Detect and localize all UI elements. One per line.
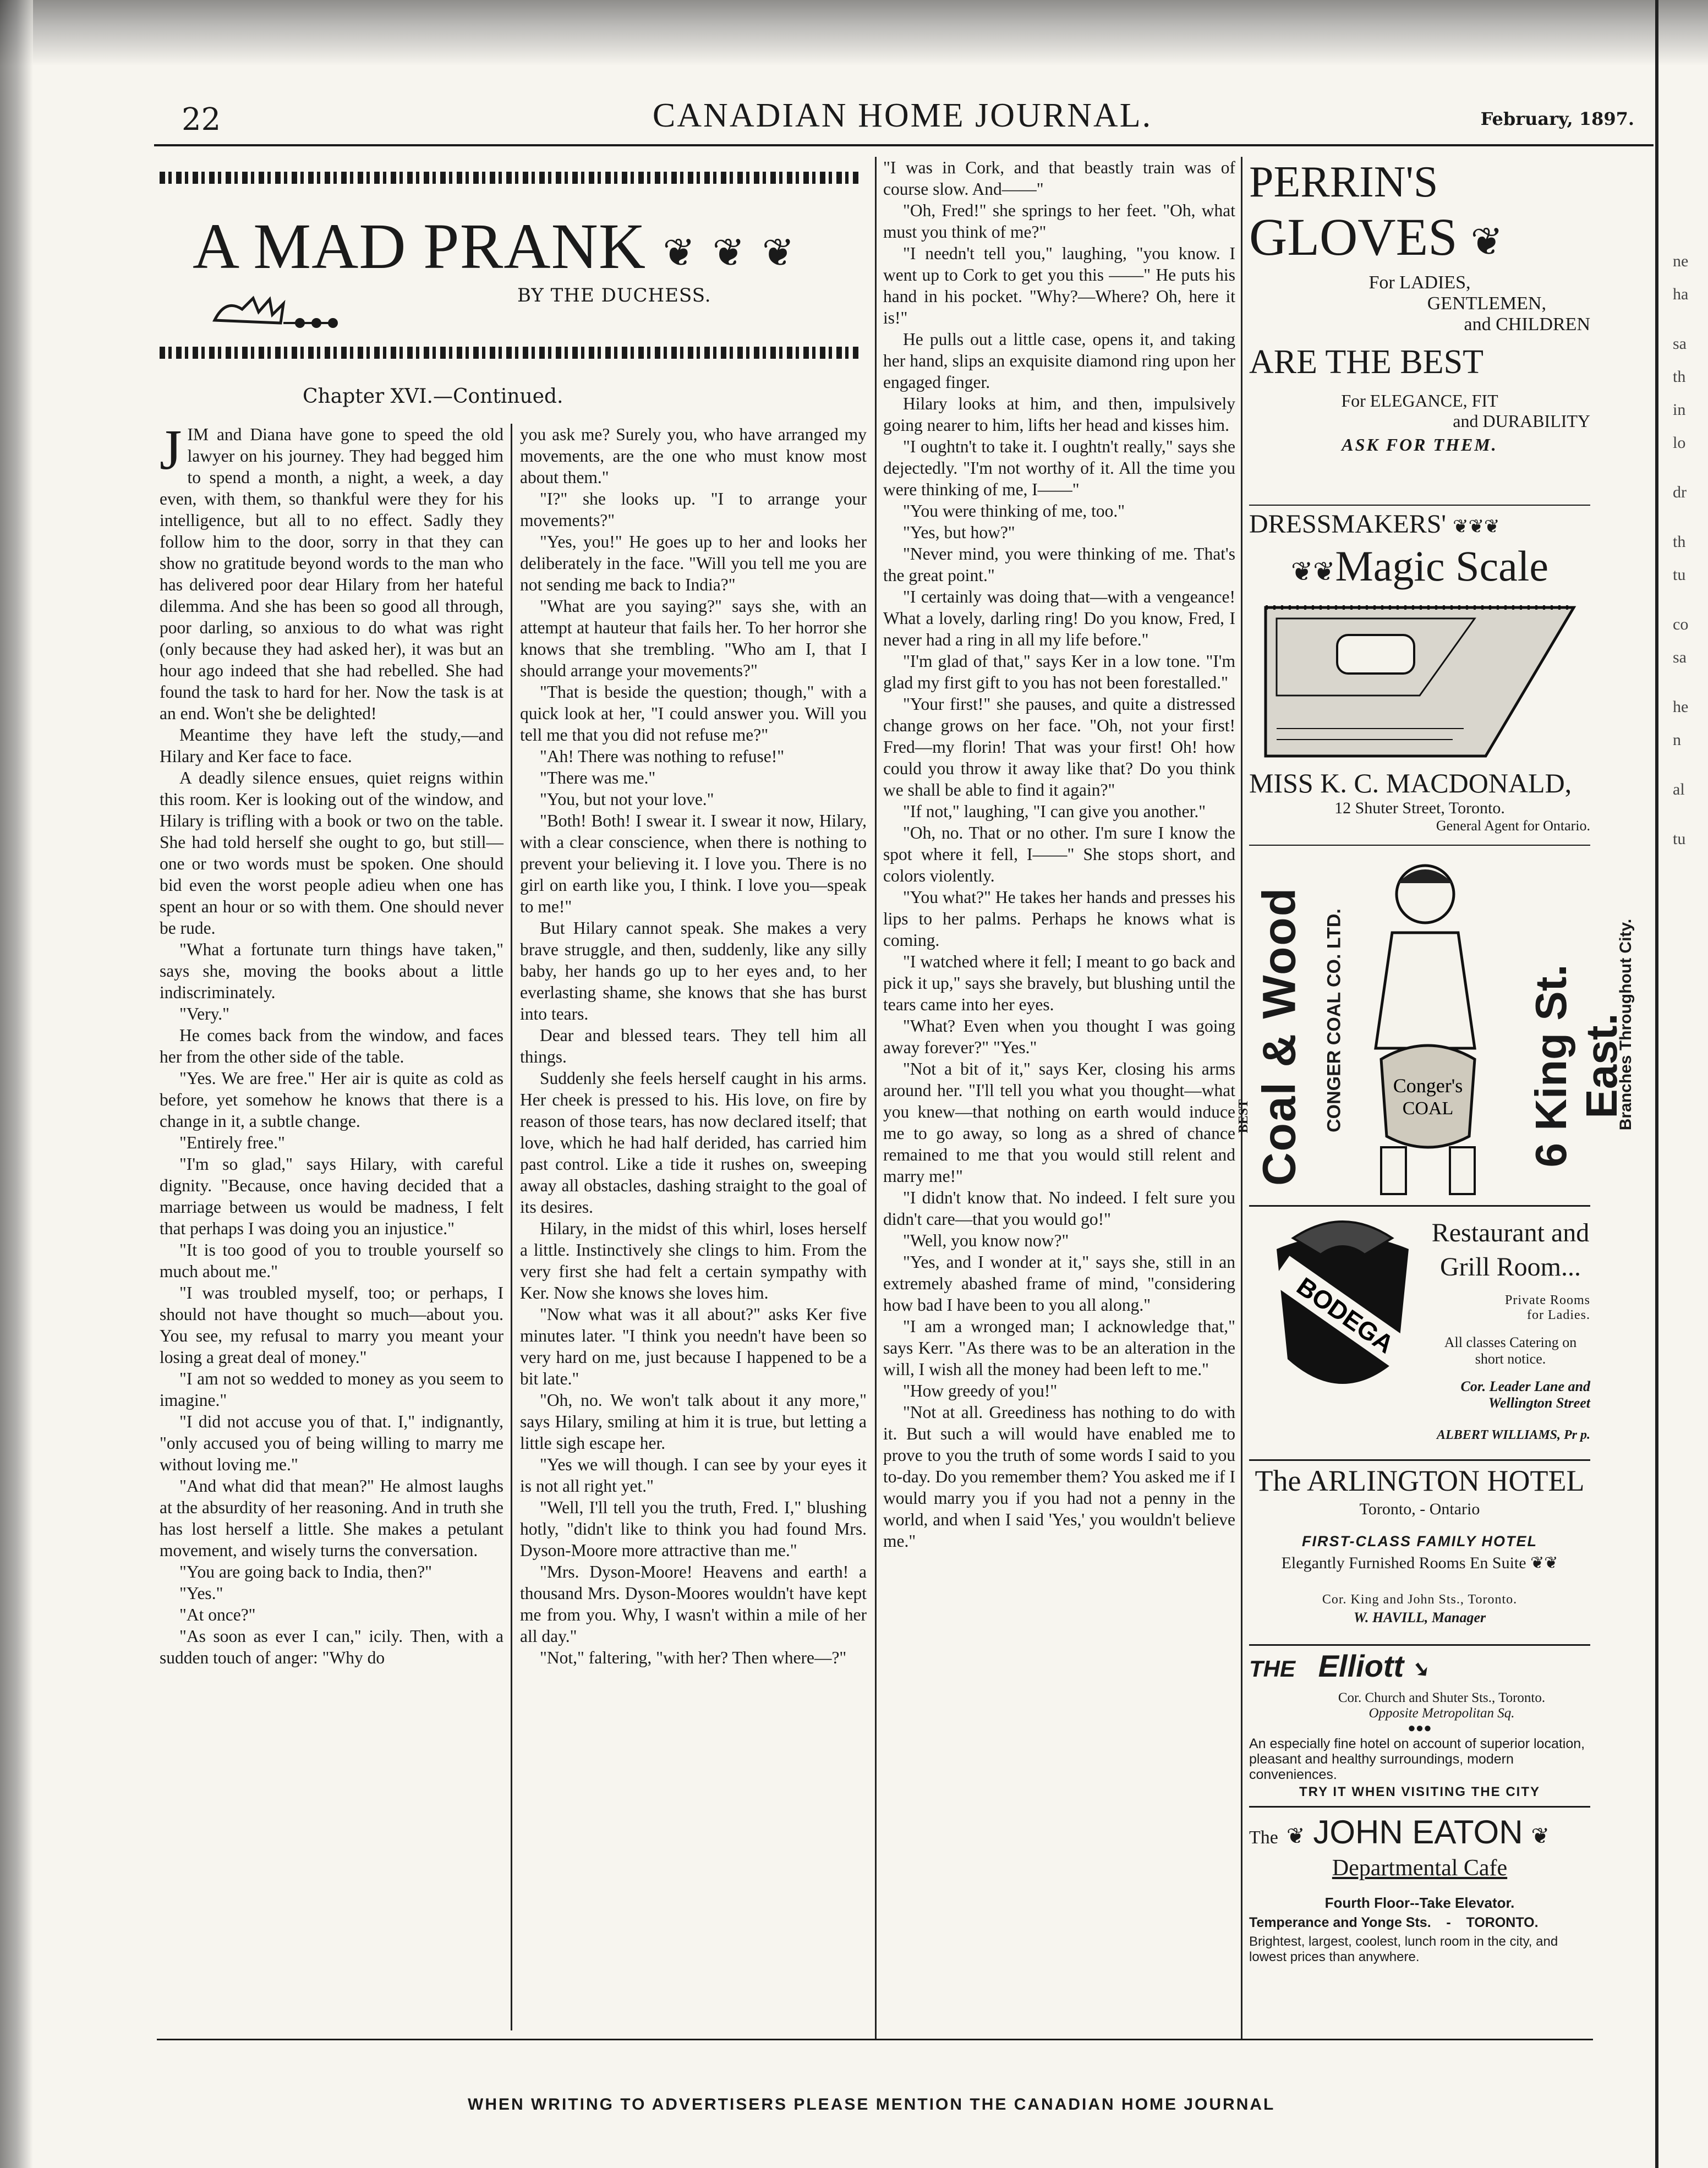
story-title-block xyxy=(160,172,858,380)
story-paragraph: "Not a bit of it," says Ker, closing his arms around her. "I'll tell you what you thought—what you knew—that nothing on earth would induce me to go away, so long as a shred of chance remained to me that you would still relent and marry me!" xyxy=(883,1059,1235,1186)
arlington-hotel-ad xyxy=(1249,1464,1590,1626)
ad-line: BEST xyxy=(1236,1099,1251,1134)
ad-line: CONGER COAL CO. LTD. xyxy=(1323,908,1345,1132)
story-paragraph: "Yes, and I wonder at it," says she, still in an extremely abashed frame of mind, "considering how bad I have been to you all along." xyxy=(883,1252,1235,1315)
story-title: A MAD PRANK ❦ ❦ ❦ xyxy=(193,210,795,282)
ad-line: Toronto, - Ontario xyxy=(1359,1500,1480,1518)
story-paragraph: "I was troubled myself, too; or perhaps, I should not have thought so much—about you. You see, my refusal to marry you meant your losing a great deal of money." xyxy=(160,1283,503,1367)
chapter-heading: Chapter XVI.—Continued. xyxy=(303,385,563,408)
story-paragraph: "You are going back to India, then?" xyxy=(179,1562,433,1581)
ad-address: Temperance and Yonge Sts. - TORONTO. xyxy=(1249,1915,1539,1930)
ad-title: Restaurant and Grill Room... xyxy=(1431,1218,1590,1282)
ad-line: and DURABILITY xyxy=(1453,410,1590,431)
story-paragraph: "There was me." xyxy=(540,768,656,787)
story-paragraph: "I didn't know that. No indeed. I felt sure you didn't care—that you would go!" xyxy=(883,1188,1235,1229)
ad-line: and CHILDREN xyxy=(1464,314,1590,335)
story-paragraph: "What? Even when you thought I was going away forever?" "Yes." xyxy=(883,1016,1235,1057)
story-paragraph: "Yes we will though. I can see by your eyes it is not all right yet." xyxy=(520,1455,867,1496)
leaf-ornament-icon: ❦ xyxy=(712,232,746,275)
bodega-ad xyxy=(1249,1211,1590,1458)
bottom-rule xyxy=(157,2039,1593,2040)
ad-line: For ELEGANCE, FIT xyxy=(1341,390,1498,410)
ad-line: Private Rooms for Ladies. xyxy=(1505,1293,1590,1322)
story-paragraph: Dear and blessed tears. They tell him all things. xyxy=(520,1026,867,1066)
page-right-edge xyxy=(1655,0,1658,2168)
story-paragraph: "As soon as ever I can," icily. Then, with a sudden touch of anger: "Why do xyxy=(160,1627,503,1667)
ad-divider xyxy=(1249,845,1590,846)
magic-scale-illustration xyxy=(1255,596,1585,762)
masthead: CANADIAN HOME JOURNAL. xyxy=(652,97,1153,134)
story-paragraph: "I'm so glad," says Hilary, with careful dignity. "Because, once having decided that a marriage between us would be madness, I felt that perhaps I was doing you an injustice." xyxy=(160,1154,503,1238)
leaf-ornament-icon: ❦ xyxy=(1531,1824,1550,1848)
column-rule xyxy=(1241,157,1242,2039)
ad-line: FIRST-CLASS FAMILY HOTEL xyxy=(1301,1533,1537,1550)
bleed-through-text: ne ha sa th in lo dr th tu co sa he n al tu xyxy=(1673,252,1689,848)
story-paragraph: "If not," laughing, "I can give you another." xyxy=(903,802,1206,821)
story-paragraph: "I am a wronged man; I acknowledge that," says Kerr. "As there was to be an alteration in the will, I wish all the money had been left to me." xyxy=(883,1317,1235,1379)
story-paragraph: Suddenly she feels herself caught in his arms. Her cheek is pressed to his. His love, on fire by reason of those tears, has now declared itself; that love, which he had half derided, has carried him past control. Like a tide it rushes on, sweeping away all obstacles, dashing straight to the goal of its desires. xyxy=(520,1069,867,1217)
story-paragraph: "It is too good of you to trouble yourself so much about me." xyxy=(160,1240,503,1281)
story-column-2 xyxy=(520,424,867,1668)
story-paragraph: "I am not so wedded to money as you seem to imagine." xyxy=(160,1369,503,1410)
john-eaton-cafe-ad xyxy=(1249,1813,1590,1965)
story-paragraph: "I?" she looks up. "I to arrange your movements?" xyxy=(520,489,867,530)
leaf-ornament-icon: ❦ xyxy=(762,232,795,275)
story-paragraph: "At once?" xyxy=(179,1605,256,1624)
story-paragraph: "Oh, no. That or no other. I'm sure I know the spot where it fell, I——" She stops short, and colors violently. xyxy=(883,823,1235,885)
ad-line: All classes Catering on short notice. xyxy=(1444,1334,1577,1367)
story-paragraph: "Now what was it all about?" asks Ker five minutes later. "I think you needn't have been so very hard on me, just because I happened to be a bit late." xyxy=(520,1305,867,1388)
story-paragraph: "Entirely free." xyxy=(179,1133,285,1152)
ad-title: GLOVES ❦ xyxy=(1249,207,1590,272)
leaf-ornament-icon: ❦❦ xyxy=(1290,557,1335,587)
story-paragraph: "Never mind, you were thinking of me. That's the great point." xyxy=(883,544,1235,585)
magic-scale-ad xyxy=(1249,509,1590,834)
ad-title: PERRIN'S xyxy=(1249,158,1438,206)
ad-line: General Agent for Ontario. xyxy=(1436,818,1590,834)
ad-line: For LADIES, xyxy=(1368,272,1471,293)
ornament-border-bottom xyxy=(160,347,858,359)
ad-line: Brightest, largest, coolest, lunch room in the city, and lowest prices than anywhere. xyxy=(1249,1934,1558,1964)
ad-line: Elegantly Furnished Rooms En Suite ❦❦ xyxy=(1281,1554,1558,1572)
ad-divider xyxy=(1249,505,1590,506)
story-paragraph: "You were thinking of me, too." xyxy=(903,501,1125,521)
ad-headline: Departmental Cafe xyxy=(1332,1855,1508,1881)
story-paragraph: "Oh, Fred!" she springs to her feet. "Oh, what must you think of me?" xyxy=(883,201,1235,242)
story-paragraph: "I watched where it fell; I meant to go back and pick it up," says she bravely, but blushing until the tears came into her eyes. xyxy=(883,952,1235,1014)
ad-address: Cor. King and John Sts., Toronto. xyxy=(1322,1592,1518,1607)
ad-line: GENTLEMEN, xyxy=(1427,293,1546,314)
dots-ornament-icon: ●●● xyxy=(1408,1721,1432,1736)
ad-title: The ❦ JOHN EATON ❦ xyxy=(1249,1814,1550,1851)
story-paragraph: "Your first!" she pauses, and quite a distressed change grows on her face. "Oh, not your first! Fred—my florin! That was your first! Oh! how could you throw it away like that? Do you think we shall be able to find it again?" xyxy=(883,694,1235,800)
scan-shadow-left xyxy=(0,0,33,2168)
leaf-ornament-icon: ❦❦ xyxy=(1530,1554,1558,1572)
ad-address: 12 Shuter Street, Toronto. xyxy=(1334,799,1505,817)
story-paragraph: "Ah! There was nothing to refuse!" xyxy=(540,747,785,766)
ad-divider xyxy=(1249,1806,1590,1808)
story-paragraph: "You, but not your love." xyxy=(540,790,714,809)
story-paragraph: "I oughtn't to take it. I oughtn't really," says she dejectedly. "I'm not worthy of it. All the time you were thinking of me, I——" xyxy=(883,437,1235,499)
leaf-ornament-icon: ❦ xyxy=(663,232,696,275)
ornament-border-top xyxy=(160,172,858,184)
story-paragraph: "Not at all. Greediness has nothing to do with it. But such a will would have enabled me to prove to you the truth of some words I said to you to-day. Do you remember them? You asked me if I would marry you if you had not a penny in the world, and when I said 'Yes,' you wouldn't believe me." xyxy=(883,1403,1235,1551)
story-paragraph: "Yes, you!" He goes up to her and looks her deliberately in the face. "Will you tell me you are not sending me back to India?" xyxy=(520,532,867,594)
story-byline: BY THE DUCHESS. xyxy=(517,284,711,306)
scan-shadow-top xyxy=(0,0,1708,66)
story-paragraph: "Yes, but how?" xyxy=(903,523,1015,542)
ad-line: ALBERT WILLIAMS, Pr p. xyxy=(1437,1428,1590,1442)
leaf-ornament-icon: ❦❦❦ xyxy=(1453,517,1500,537)
story-paragraph: "Oh, no. We won't talk about it any more," says Hilary, smiling at him it is true, but letting a little sigh escape her. xyxy=(520,1390,867,1453)
leaf-ornament-icon: ❦ xyxy=(1470,221,1503,264)
ad-divider xyxy=(1249,1205,1590,1207)
coal-boy-illustration xyxy=(1359,850,1497,1197)
ad-title: The ARLINGTON HOTEL xyxy=(1255,1464,1585,1497)
story-paragraph: "Yes. We are free." Her air is quite as cold as before, yet somehow he knows that there is a change in it, a subtle change. xyxy=(160,1069,503,1131)
story-paragraph: "Well, you know now?" xyxy=(903,1231,1069,1250)
story-paragraph: "Yes." xyxy=(179,1584,223,1603)
bodega-shield-label: BODEGA xyxy=(1291,1271,1399,1359)
story-paragraph: "What are you saying?" says she, with an attempt at hauteur that fails her. To her horror she knows that she trembling. "Who am I, that I should arrange your movements?" xyxy=(520,596,867,680)
ad-address: Cor. Church and Shuter Sts., Toronto. xyxy=(1338,1690,1546,1705)
story-paragraph: "You what?" He takes her hands and presses his lips to her palms. Perhaps he knows what is coming. xyxy=(883,888,1235,950)
story-paragraph: "Not," faltering, "with her? Then where—?" xyxy=(540,1648,847,1667)
story-paragraph: "I needn't tell you," laughing, "you know. I went up to Cork to get you this ——" He puts his hand in his pocket. "Why?—Where? Oh, here it is!" xyxy=(883,244,1235,327)
elliott-hotel-ad xyxy=(1249,1648,1590,1800)
conger-coal-ad xyxy=(1236,850,1635,1202)
story-paragraph: "Well, I'll tell you the truth, Fred. I," blushing hotly, "didn't like to think you had found Mrs. Dyson-Moore more attractive than me." xyxy=(520,1498,867,1560)
issue-date: February, 1897. xyxy=(1480,108,1634,129)
advertisers-notice: WHEN WRITING TO ADVERTISERS PLEASE MENTION THE CANADIAN HOME JOURNAL xyxy=(468,2095,1275,2114)
story-paragraph: "Both! Both! I swear it. I swear it now, Hilary, with a clear conscience, when there is nothing to prevent your believing it. I love you. There is no girl on earth like you, I think. I love you—speak to me!" xyxy=(520,811,867,916)
ad-title: DRESSMAKERS' ❦❦❦ xyxy=(1249,510,1500,539)
story-paragraph: Hilary looks at him, and then, impulsively going nearer to him, lifts her head and kisses him. xyxy=(883,394,1235,435)
perrin-gloves-ad xyxy=(1249,157,1590,455)
story-column-1 xyxy=(160,418,503,1668)
ad-title: THE Elliott ➘ xyxy=(1249,1649,1429,1683)
ad-line: Fourth Floor--Take Elevator. xyxy=(1324,1895,1515,1911)
ad-divider xyxy=(1249,1459,1590,1461)
story-paragraph: "I was in Cork, and that beastly train was of course slow. And——" xyxy=(883,158,1235,199)
ad-headline: ARE THE BEST xyxy=(1249,343,1483,381)
header-rule xyxy=(154,144,1654,146)
story-paragraph: you ask me? Surely you, who have arranged my movements, are the one who must know most about them." xyxy=(520,425,867,487)
story-paragraph: He pulls out a little case, opens it, and taking her hand, slips an exquisite diamond ring upon her engaged finger. xyxy=(883,330,1235,392)
story-paragraph: "I'm glad of that," says Ker in a low tone. "I'm glad my first gift to you has not been forestalled." xyxy=(883,652,1235,692)
ad-title: Coal & Wood xyxy=(1253,886,1305,1186)
coal-basket-label: Conger's xyxy=(1393,1075,1463,1097)
story-paragraph: Hilary, in the midst of this whirl, loses herself a little. Instinctively she clings to him. From the very first she had felt a certain sympathy with Ker. Now she knows she loves him. xyxy=(520,1219,867,1302)
story-paragraph: "And what did that mean?" He almost laughs at the absurdity of her reasoning. And in truth she has lost herself a little. She makes a petulant movement, and wisely turns the conversation. xyxy=(160,1476,503,1560)
column-rule xyxy=(511,424,512,2030)
ad-address: 6 King St. East. xyxy=(1526,964,1626,1168)
ad-address: Cor. Leader Lane and Wellington Street xyxy=(1460,1378,1590,1411)
story-paragraph: "I did not accuse you of that. I," indignantly, "only accused you of being willing to marry me without loving me." xyxy=(160,1412,503,1474)
bodega-shield-illustration xyxy=(1255,1216,1431,1414)
ad-line: Opposite Metropolitan Sq. xyxy=(1368,1706,1515,1721)
story-paragraph: "Mrs. Dyson-Moore! Heavens and earth! a thousand Mrs. Dyson-Moores wouldn't have kept me from you. Why, I wasn't within a mile of her all day." xyxy=(520,1562,867,1646)
story-paragraph: "That is beside the question; though," with a quick look at her, "I could answer you. Will you tell me that you did not refuse me?" xyxy=(520,682,867,744)
story-paragraph: IM and Diana have gone to speed the old lawyer on his journey. They had begged him to spend a month, a night, a week, a day even, with them, so thankful were they for his intelligence, but all to no effect. Sadly they follow him to the door, sorry in that they can show no gratitude beyond words to the man who has delivered poor dear Hilary from her hateful dilemma. And she has been so good all through, poor darling, so anxious to do what was right (only because they had asked her), it was but an hour ago indeed that she had rebelled. She had found the task to hard for her. Now the task is at an end. Won't she be delighted! xyxy=(160,425,503,723)
ad-line: W. HAVILL, Manager xyxy=(1353,1609,1486,1625)
ad-title: ❦❦Magic Scale xyxy=(1290,542,1549,590)
coal-basket-label: COAL xyxy=(1402,1098,1454,1119)
story-paragraph: "I certainly was doing that—with a vengeance! What a lovely, darling ring! Do you know, Fred, I never had a ring in all my life before." xyxy=(883,587,1235,649)
column-rule xyxy=(875,157,877,2039)
ad-line: TRY IT WHEN VISITING THE CITY xyxy=(1299,1784,1540,1799)
story-paragraph: A deadly silence ensues, quiet reigns within this room. Ker is looking out of the window, and Hilary is trifling with a book or two on the table. She had told herself she ought to go, but still—one or two words must be spoken. One should bid even the worst people adieu when one has spent an hour or so with them. One should never be rude. xyxy=(160,768,503,938)
leaf-ornament-icon: ❦ xyxy=(1286,1824,1305,1848)
page-header xyxy=(154,96,1651,146)
ad-line: ASK FOR THEM. xyxy=(1342,434,1498,455)
drop-cap: J xyxy=(160,418,182,481)
story-paragraph: "Very." xyxy=(179,1004,230,1023)
arrow-ornament-icon: ➘ xyxy=(1410,1657,1429,1682)
story-column-3 xyxy=(883,157,1235,1552)
story-paragraph: He comes back from the window, and faces her from the other side of the table. xyxy=(160,1026,503,1066)
ad-divider xyxy=(1249,1644,1590,1646)
hand-ornament-icon xyxy=(209,293,341,337)
page-number: 22 xyxy=(182,102,221,138)
story-paragraph: "What a fortunate turn things have taken," says she, moving the books about a little indiscriminately. xyxy=(160,940,503,1002)
story-paragraph: But Hilary cannot speak. She makes a very brave struggle, and then, suddenly, like any silly baby, her hands go up to her eyes and, to her everlasting shame, she knows that she has burst into tears. xyxy=(520,918,867,1023)
story-paragraph: "How greedy of you!" xyxy=(903,1381,1058,1400)
ad-agent-name: MISS K. C. MACDONALD, xyxy=(1249,768,1572,798)
ad-line: An especially fine hotel on account of superior location, pleasant and healthy surroundings, modern conveniences. xyxy=(1249,1736,1585,1782)
story-paragraph: Meantime they have left the study,—and Hilary and Ker face to face. xyxy=(160,725,503,766)
ad-line: Branches Throughout City. xyxy=(1617,918,1635,1131)
